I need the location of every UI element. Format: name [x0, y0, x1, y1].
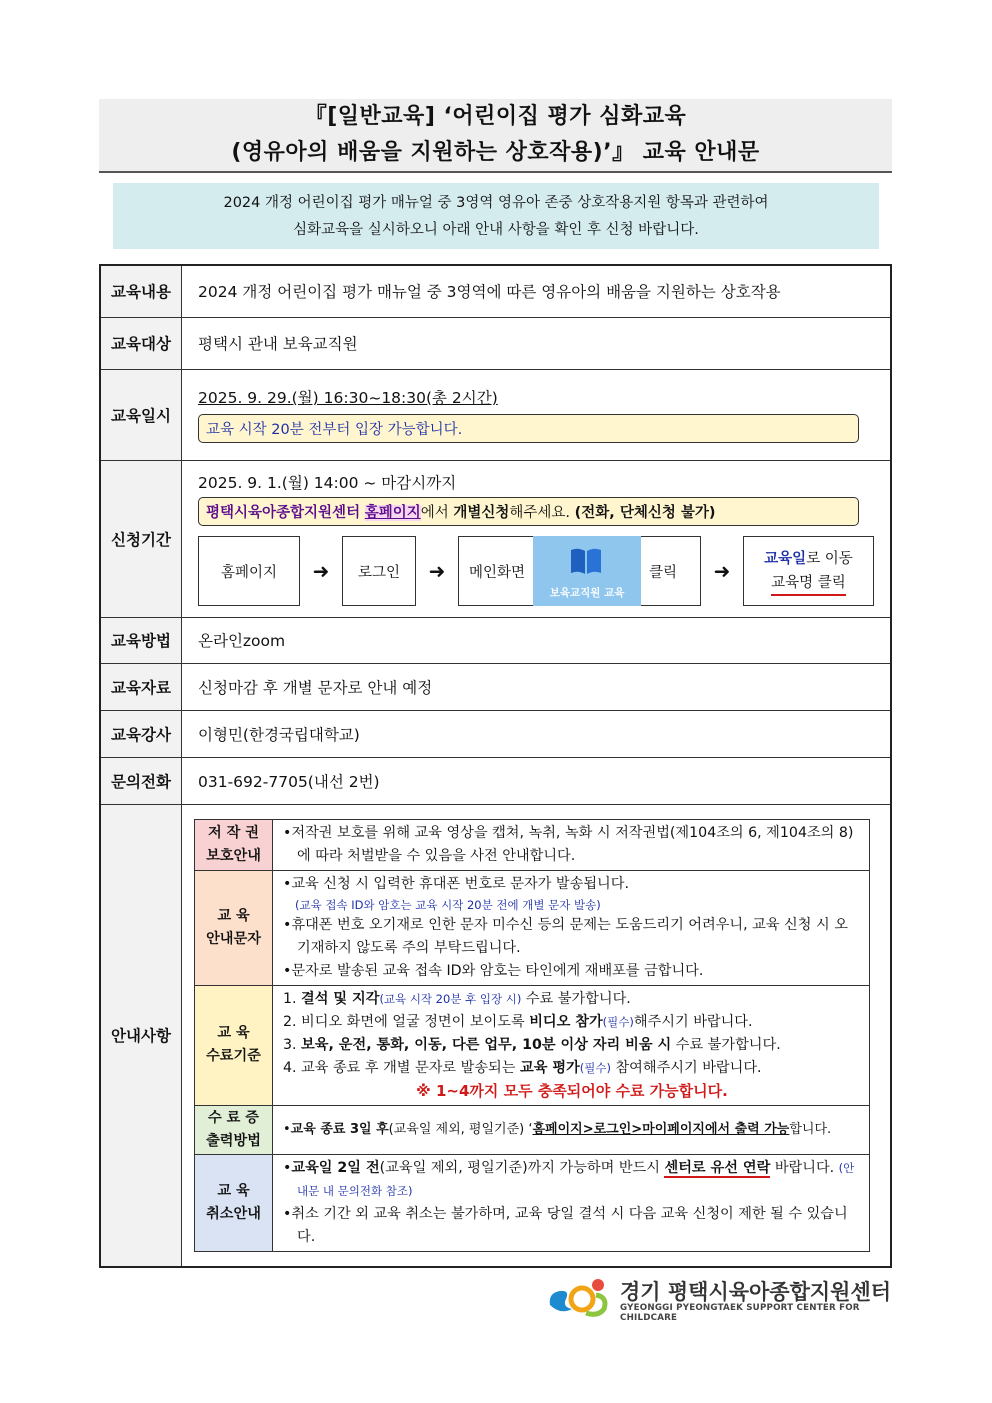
flow-click-label: 클릭 — [649, 564, 678, 581]
sms-label-2: 안내문자 — [206, 930, 261, 947]
flow-step-homepage: 홈페이지 — [198, 536, 300, 606]
label-method: 교육방법 — [100, 617, 182, 663]
certificate-label-1: 수 료 증 — [208, 1109, 259, 1126]
copyright-text: •저작권 보호를 위해 교육 영상을 캡쳐, 녹취, 녹화 시 저작권법(제104조의 6, 제104조의 8)에 따라 처벌받을 수 있음을 사전 안내합니다. — [283, 824, 854, 864]
row-content — [100, 265, 891, 317]
value-contact: 031-692-7705(내선 2번) — [182, 757, 892, 804]
cancel-label-2: 취소안내 — [206, 1205, 261, 1222]
notice-table — [194, 819, 870, 1252]
cancel-label-1: 교 육 — [217, 1182, 250, 1199]
notice-criteria — [195, 985, 870, 1105]
row-method — [100, 617, 891, 663]
value-material: 신청마감 후 개별 문자로 안내 예정 — [182, 663, 892, 710]
row-notice — [100, 804, 891, 1267]
label-contact: 문의전화 — [100, 757, 182, 804]
book-icon — [569, 546, 603, 576]
flow-course-click: 교육명 클릭 — [771, 572, 846, 596]
row-date — [100, 369, 891, 460]
apply-flow — [198, 536, 874, 606]
row-lecturer — [100, 710, 891, 757]
label-content: 교육내용 — [100, 265, 182, 317]
notice-copyright — [195, 819, 870, 870]
center-name-english: GYEONGGI PYEONGTAEK SUPPORT CENTER FOR CHILDCARE — [620, 1303, 860, 1323]
row-material — [100, 663, 891, 710]
sms-label-1: 교 육 — [217, 907, 250, 924]
center-name-korean: 경기 평택시육아종합지원센터 — [620, 1280, 892, 1304]
staff-education-banner — [533, 536, 641, 606]
criteria-label-2: 수료기준 — [206, 1048, 261, 1064]
center-logo — [546, 1275, 896, 1323]
label-apply: 신청기간 — [100, 460, 182, 617]
row-apply — [100, 460, 891, 617]
arrow-right-icon: ➜ — [713, 559, 731, 583]
flow-step-login: 로그인 — [342, 536, 416, 606]
row-target — [100, 317, 891, 369]
certificate-text: •교육 종료 3일 후(교육일 제외, 평일기준) ‘홈페이지>로그인>마이페이지에서 출력 가능합니다. — [273, 1105, 870, 1154]
apply-note-mid: 에서 — [420, 505, 449, 521]
notice-certificate — [195, 1105, 870, 1154]
criteria-label-1: 교 육 — [217, 1025, 250, 1041]
apply-note-paren: (전화, 단체신청 불가) — [574, 505, 716, 521]
criteria-item-2: 2. 비디오 화면에 얼굴 정면이 보이도록 비디오 참가(필수)해주시기 바랍니다. — [283, 1013, 753, 1030]
entry-note: 교육 시작 20분 전부터 입장 가능합니다. — [198, 414, 859, 443]
apply-homepage-link[interactable]: 홈페이지 — [364, 505, 421, 521]
banner-caption: 보육교직원 교육 — [549, 587, 625, 599]
certificate-label-2: 출력방법 — [206, 1132, 261, 1149]
value-date: 2025. 9. 29.(월) 16:30~18:30(총 2시간) — [198, 389, 498, 407]
flow-step-course — [743, 536, 874, 606]
intro-box — [113, 183, 879, 249]
info-table — [99, 264, 892, 1268]
criteria-item-4: 4. 교육 종료 후 개별 문자로 발송되는 교육 평가(필수) 참여해주시기 바랍니다. — [283, 1059, 762, 1076]
flow-course-day: 교육일 — [764, 551, 807, 567]
copyright-label-1: 저 작 권 — [208, 824, 259, 841]
label-lecturer: 교육강사 — [100, 710, 182, 757]
document-title — [99, 99, 892, 173]
flow-step-main — [458, 536, 701, 606]
sms-bullet-3: •문자로 발송된 교육 접속 ID와 암호는 타인에게 재배포를 금합니다. — [283, 962, 704, 979]
intro-line-1: 2024 개정 어린이집 평가 매뉴얼 중 3영역 영유아 존중 상호작용지원 항목과 관련하여 — [223, 195, 769, 211]
notice-cancel — [195, 1154, 870, 1251]
sms-bullet-1: •교육 신청 시 입력한 휴대폰 번호로 문자가 발송됩니다. — [283, 875, 629, 892]
arrow-right-icon: ➜ — [428, 559, 446, 583]
apply-individual: 개별신청 — [453, 505, 510, 521]
intro-line-2: 심화교육을 실시하오니 아래 안내 사항을 확인 후 신청 바랍니다. — [293, 222, 699, 238]
criteria-warning: ※ 1~4까지 모두 충족되어야 수료 가능합니다. — [416, 1081, 728, 1100]
value-content: 2024 개정 어린이집 평가 매뉴얼 중 3영역에 따른 영유아의 배움을 지원하는 상호작용 — [182, 265, 892, 317]
apply-note-end: 해주세요. — [509, 505, 571, 521]
title-line-1: 『[일반교육] ‘어린이집 평가 심화교육 — [304, 104, 687, 129]
value-target: 평택시 관내 보육교직원 — [182, 317, 892, 369]
value-method: 온라인zoom — [182, 617, 892, 663]
flow-course-move: 로 이동 — [806, 551, 853, 567]
apply-center: 평택시육아종합지원센터 — [206, 505, 361, 521]
arrow-right-icon: ➜ — [312, 559, 330, 583]
row-contact — [100, 757, 891, 804]
label-notice: 안내사항 — [100, 804, 182, 1267]
cancel-bullet-2: •취소 기간 외 교육 취소는 불가하며, 교육 당일 결석 시 다음 교육 신청이 제한 될 수 있습니다. — [283, 1205, 848, 1245]
sms-bullet-1-note: (교육 접속 ID와 암호는 교육 시작 20분 전에 개별 문자 발송) — [295, 897, 601, 912]
center-logo-icon — [546, 1275, 612, 1317]
sms-bullet-2: •휴대폰 번호 오기재로 인한 문자 미수신 등의 문제는 도움드리기 어려우니, 교육 신청 시 오기재하지 않도록 주의 부탁드립니다. — [283, 916, 848, 956]
value-lecturer: 이형민(한경국립대학교) — [182, 710, 892, 757]
label-target: 교육대상 — [100, 317, 182, 369]
title-line-2: (영유아의 배움을 지원하는 상호작용)’』 교육 안내문 — [231, 140, 760, 165]
criteria-item-3: 3. 보육, 운전, 통화, 이동, 다른 업무, 10분 이상 자리 비움 시 수료 불가합니다. — [283, 1036, 781, 1053]
cancel-bullet-1: •교육일 2일 전(교육일 제외, 평일기준)까지 가능하며 반드시 센터로 유선 연락 바랍니다. (안내문 내 문의전화 참조) — [283, 1159, 855, 1198]
notice-sms — [195, 870, 870, 985]
criteria-item-1: 1. 결석 및 지각(교육 시작 20분 후 입장 시) 수료 불가합니다. — [283, 990, 631, 1007]
apply-note — [198, 497, 859, 526]
copyright-label-2: 보호안내 — [206, 847, 261, 864]
value-apply: 2025. 9. 1.(월) 14:00 ~ 마감시까지 — [198, 474, 457, 492]
flow-main-label: 메인화면 — [469, 564, 526, 581]
label-material: 교육자료 — [100, 663, 182, 710]
label-date: 교육일시 — [100, 369, 182, 460]
